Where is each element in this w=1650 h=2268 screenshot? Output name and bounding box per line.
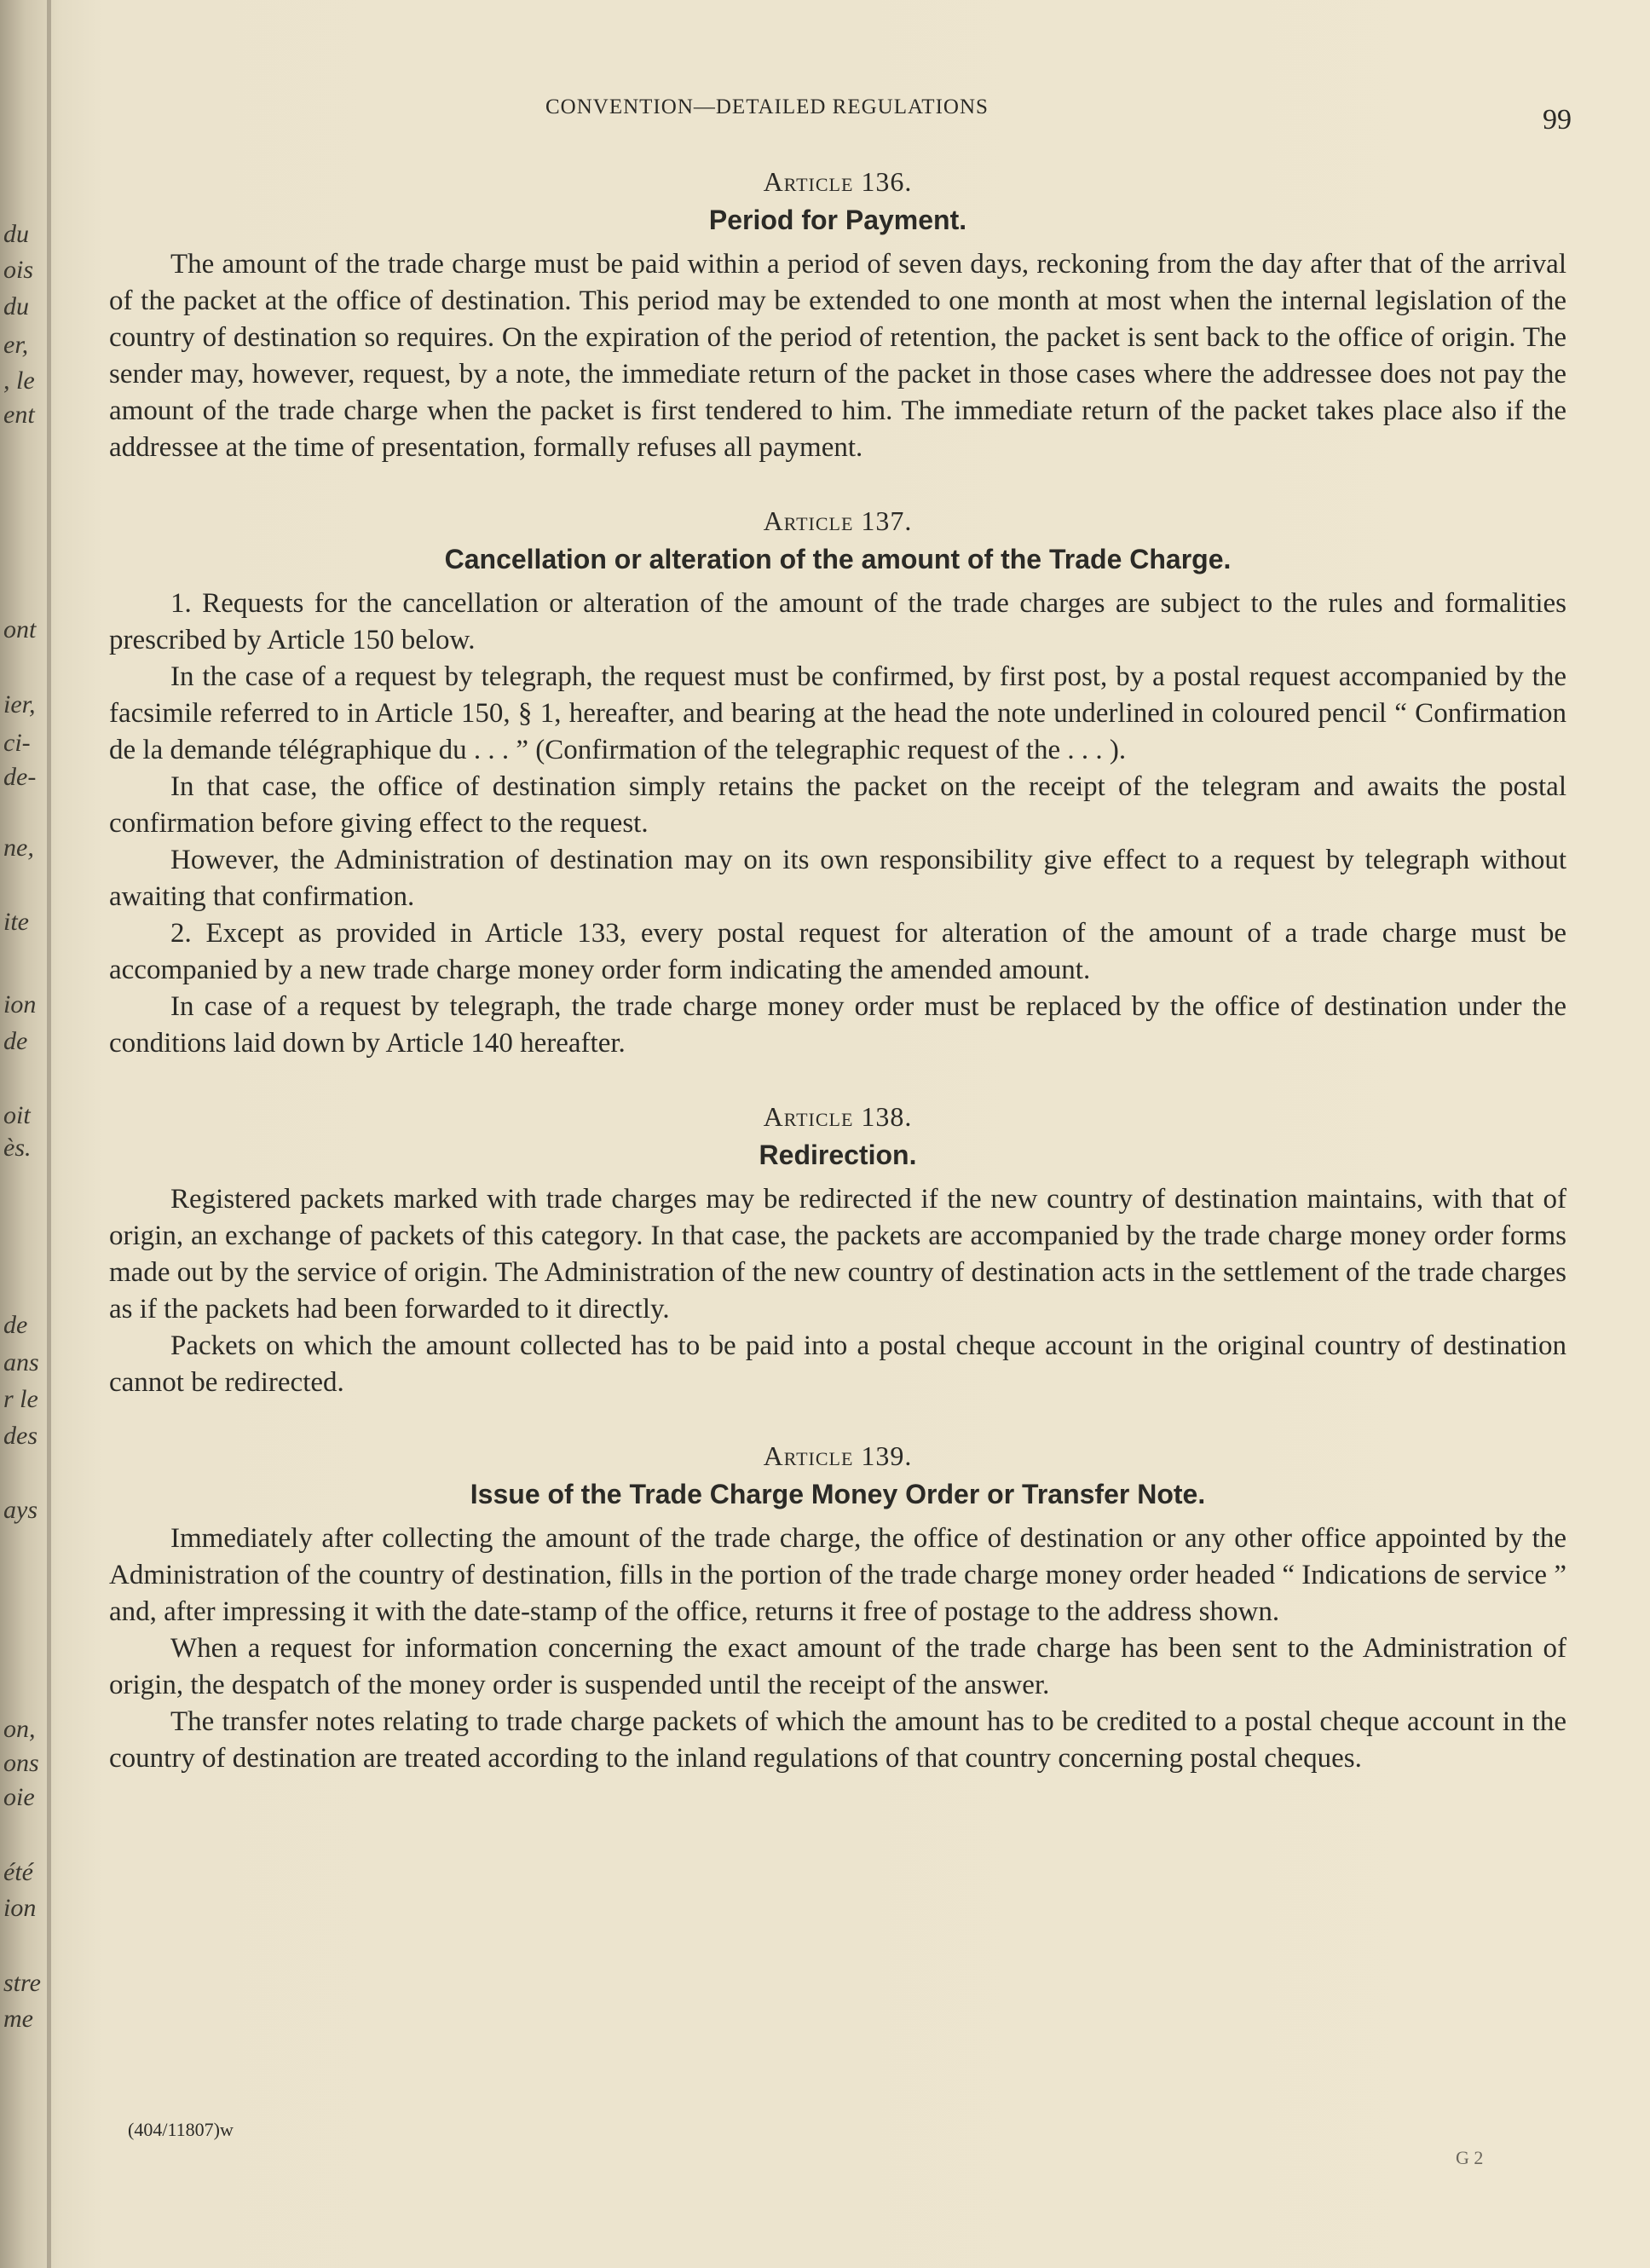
book-gutter bbox=[47, 0, 51, 2268]
margin-fragment: de bbox=[3, 1311, 28, 1339]
margin-fragment: ion bbox=[3, 990, 37, 1019]
article-number: Article 137. bbox=[763, 505, 913, 536]
paragraph: Registered packets marked with trade charges may be redirected if the new country of destination maintains, with that of origin, an exchange of packets of this category. In that case, the packets are accompanied by the trade charge money order forms made out by the service of origin. The Administration of the new country of destination acts in the settlement of the trade charges as if the packets had been forwarded to it directly. bbox=[109, 1184, 1566, 1324]
margin-fragment: ois bbox=[3, 256, 34, 284]
article-138 bbox=[109, 1101, 1566, 1401]
margin-fragment: de bbox=[3, 1027, 28, 1055]
article-number: Article 139. bbox=[763, 1440, 913, 1471]
margin-fragment: oie bbox=[3, 1783, 35, 1811]
margin-fragment: me bbox=[3, 2005, 33, 2033]
paragraph: However, the Administration of destination may on its own responsibility give effect to a request by telegraph without awaiting that confirmation. bbox=[109, 845, 1566, 912]
signature-mark: G 2 bbox=[1456, 2147, 1484, 2168]
article-number: Article 138. bbox=[763, 1101, 913, 1132]
page-number: 99 bbox=[1543, 104, 1572, 136]
margin-fragment: des bbox=[3, 1422, 38, 1450]
margin-fragment: été bbox=[3, 1858, 33, 1886]
margin-fragment: ans bbox=[3, 1348, 39, 1376]
margin-fragment: ion bbox=[3, 1894, 37, 1922]
paragraph: 2. Except as provided in Article 133, every postal request for alteration of the amount of a trade charge must be accompanied by a new trade charge money order form indicating the amended amount. bbox=[109, 918, 1566, 985]
margin-fragment: stre bbox=[3, 1969, 41, 1997]
paragraph: The amount of the trade charge must be paid within a period of seven days, reckoning from the day after that of the arrival of the packet at the office of destination. This period may be extended to one month at most when the internal legislation of the country of destination so requires. On the expiration of the period of retention, the packet is sent back to the office of origin. The sender may, however, request, by a note, the immediate return of the packet in those cases where the addressee does not pay the amount of the trade charge when the packet is first tendered to him. The immediate return of the packet takes place also if the addressee at the time of presentation, formally refuses all payment. bbox=[109, 249, 1566, 463]
margin-fragment: ent bbox=[3, 401, 35, 429]
article-number: Article 136. bbox=[763, 166, 913, 197]
margin-fragment: , le bbox=[3, 366, 35, 395]
margin-fragment: r le bbox=[3, 1385, 38, 1413]
paragraph: In case of a request by telegraph, the trade charge money order must be replaced by the office of destination under the conditions laid down by Article 140 hereafter. bbox=[109, 991, 1566, 1059]
paragraph: When a request for information concerning the exact amount of the trade charge has been sent to the Administration of origin, the despatch of the money order is suspended until the receipt of the answer. bbox=[109, 1633, 1566, 1700]
margin-fragment: de- bbox=[3, 763, 37, 791]
facing-page-margin bbox=[0, 0, 49, 2268]
margin-fragment: ès. bbox=[3, 1134, 32, 1162]
margin-fragment: ons bbox=[3, 1749, 39, 1777]
article-137 bbox=[109, 505, 1566, 1062]
paragraph: In the case of a request by telegraph, the request must be confirmed, by first post, by a postal request accompanied by the facsimile referred to in Article 150, § 1, hereafter, and bearing at the head the note underlined in coloured pencil “ Confirmation de la demande télégraphique du . . . ” (Confirmation of the telegraphic request of the . . . ). bbox=[109, 661, 1566, 765]
margin-fragment: ier, bbox=[3, 690, 36, 718]
page-body bbox=[109, 166, 1566, 1816]
paragraph: In that case, the office of destination simply retains the packet on the receipt of the telegram and awaits the postal confirmation before giving effect to the request. bbox=[109, 771, 1566, 839]
article-136 bbox=[109, 166, 1566, 466]
article-title: Issue of the Trade Charge Money Order or Transfer Note. bbox=[470, 1479, 1206, 1509]
margin-fragment: ne, bbox=[3, 834, 34, 862]
margin-fragment: ont bbox=[3, 615, 37, 643]
article-title: Cancellation or alteration of the amount of the Trade Charge. bbox=[444, 544, 1232, 574]
running-header: CONVENTION—DETAILED REGULATIONS bbox=[545, 95, 989, 118]
article-139 bbox=[109, 1440, 1566, 1777]
margin-fragment: ays bbox=[3, 1496, 38, 1524]
margin-fragment: oit bbox=[3, 1101, 31, 1129]
margin-fragment: ci- bbox=[3, 729, 31, 757]
paragraph: 1. Requests for the cancellation or alteration of the amount of the trade charges are subject to the rules and formalities prescribed by Article 150 below. bbox=[109, 588, 1566, 655]
paragraph: Packets on which the amount collected has to be paid into a postal cheque account in the original country of destination cannot be redirected. bbox=[109, 1330, 1566, 1398]
margin-fragment: er, bbox=[3, 331, 29, 359]
margin-fragment: du bbox=[3, 220, 29, 248]
margin-fragment: ite bbox=[3, 908, 29, 936]
article-title: Redirection. bbox=[759, 1140, 917, 1170]
article-title: Period for Payment. bbox=[708, 205, 967, 235]
paragraph: The transfer notes relating to trade charge packets of which the amount has to be credited to a postal cheque account in the country of destination are treated according to the inland regulations of that country concerning postal cheques. bbox=[109, 1706, 1566, 1774]
print-code: (404/11807)w bbox=[128, 2119, 234, 2140]
margin-fragment: du bbox=[3, 292, 29, 320]
paragraph: Immediately after collecting the amount of the trade charge, the office of destination or any other office appointed by the Administration of the country of destination, fills in the portion of the trade charge money order headed “ Indications de service ” and, after impressing it with the date-stamp of the office, returns it free of postage to the address shown. bbox=[109, 1523, 1566, 1627]
margin-fragment: on, bbox=[3, 1715, 36, 1743]
